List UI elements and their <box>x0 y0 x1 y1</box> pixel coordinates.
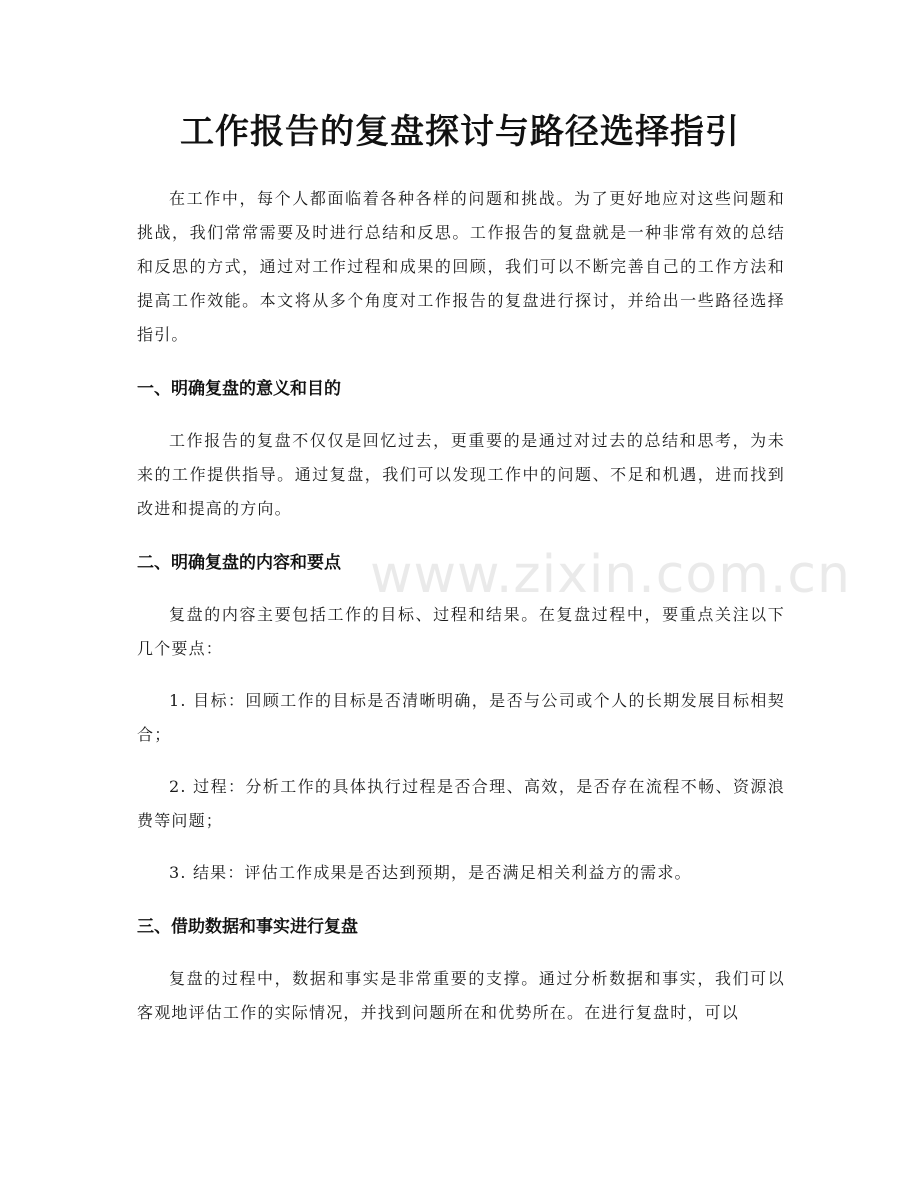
list-item-2: 2. 过程：分析工作的具体执行过程是否合理、高效，是否存在流程不畅、资源浪费等问题； <box>137 777 785 830</box>
section-3-heading: 三、借助数据和事实进行复盘 <box>137 917 358 937</box>
watermark: www.zixin.com.cn <box>370 545 851 605</box>
section-3-paragraph: 复盘的过程中，数据和事实是非常重要的支撑。通过分析数据和事实，我们可以客观地评估工作的实际情况，并找到问题所在和优势所在。在进行复盘时，可以 <box>137 969 785 1022</box>
document-body <box>137 182 785 1030</box>
section-2-heading: 二、明确复盘的内容和要点 <box>137 553 341 573</box>
list-item-3: 3. 结果：评估工作成果是否达到预期，是否满足相关利益方的需求。 <box>169 863 692 882</box>
intro-paragraph: 在工作中，每个人都面临着各种各样的问题和挑战。为了更好地应对这些问题和挑战，我们常常需要及时进行总结和反思。工作报告的复盘就是一种非常有效的总结和反思的方式，通过对工作过程和成果的回顾，我们可以不断完善自己的工作方法和提高工作效能。本文将从多个角度对工作报告的复盘进行探讨，并给出一些路径选择指引。 <box>137 189 785 344</box>
section-2-paragraph: 复盘的内容主要包括工作的目标、过程和结果。在复盘过程中，要重点关注以下几个要点： <box>137 605 785 658</box>
list-item-1: 1. 目标：回顾工作的目标是否清晰明确，是否与公司或个人的长期发展目标相契合； <box>137 691 785 744</box>
section-1-heading: 一、明确复盘的意义和目的 <box>137 379 341 399</box>
section-1-paragraph: 工作报告的复盘不仅仅是回忆过去，更重要的是通过对过去的总结和思考，为未来的工作提供指导。通过复盘，我们可以发现工作中的问题、不足和机遇，进而找到改进和提高的方向。 <box>137 431 785 518</box>
page-title: 工作报告的复盘探讨与路径选择指引 <box>180 112 740 152</box>
